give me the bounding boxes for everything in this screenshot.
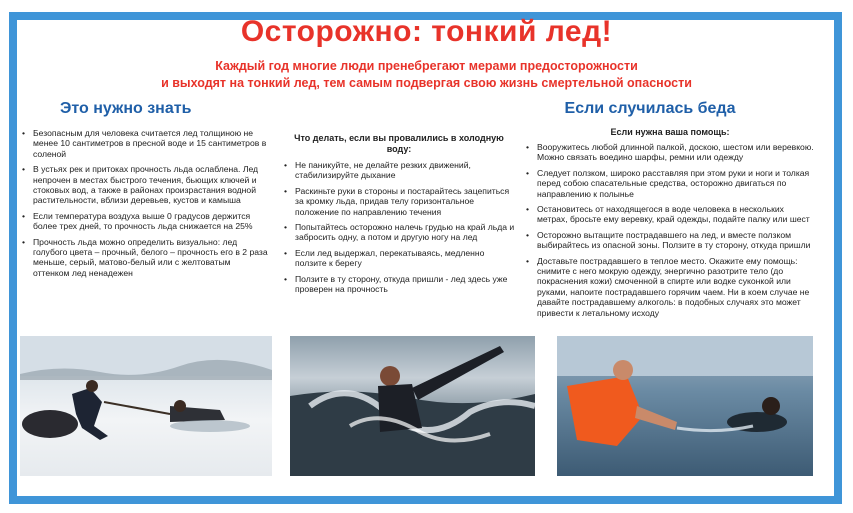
list-item: • Если температура воздуха выше 0 градусов держится более трех дней, то прочность льда снижается на 25% (20, 211, 268, 232)
list-item: • Если лед выдержал, перекатываясь, медленно ползите к берегу (282, 248, 516, 269)
column-trouble (524, 100, 816, 323)
list-item: • Ползите в ту сторону, откуда пришли - лед здесь уже проверен на прочность (282, 274, 516, 295)
list-item: • Осторожно вытащите пострадавшего на лед, и вместе ползком выбирайтесь из опасной зоны. Ползите в ту сторону, откуда пришли (524, 230, 816, 251)
list-item: • Не паникуйте, не делайте резких движений, стабилизируйте дыхание (282, 160, 516, 181)
list-item: • Доставьте пострадавшего в теплое место. Окажите ему помощь: снимите с него мокрую одежду, энергично разотрите тело (до покраснения кожи) смоченной в спирте или водке суконкой или руками, напоите пострадавшего горячим чаем. Ни в коем случае не давайте пострадавшему алкоголь: в подобных случаях это может привести к летальному исходу (524, 256, 816, 318)
subtitle-line: Каждый год многие люди пренебрегают мерами предосторожности (215, 59, 638, 73)
subtitle-line: и выходят на тонкий лед, тем самым подвергая свою жизнь смертельной опасности (161, 76, 692, 90)
list-item: • Безопасным для человека считается лед толщиною не менее 10 сантиметров в пресной воде и 15 сантиметров в соленой (20, 128, 268, 159)
column-heading: Это нужно знать (60, 100, 192, 117)
column-fell-through (282, 100, 516, 299)
list-item: • Прочность льда можно определить визуально: лед голубого цвета – прочный, белого – прочность его в 2 раза меньше, серый, матово-белый или с желтоватым оттенком лед ненадежен (20, 237, 268, 279)
subtitle (100, 58, 753, 92)
column-know (20, 100, 268, 283)
column-subheading: Что делать, если вы провалились в холодную воду: (294, 133, 504, 154)
help-list (524, 142, 816, 318)
rescue-photo (20, 336, 272, 476)
list-item: • Следует ползком, широко расставляя при этом руки и ноги и толкая перед собою спасательные средства, осторожно двигаться по направлению к полынье (524, 168, 816, 199)
list-item: • Вооружитесь любой длинной палкой, доскою, шестом или веревкою. Можно связать воедино шарфы, ремни или одежду (524, 142, 816, 163)
page-title: Осторожно: тонкий лед! (240, 15, 613, 48)
column-heading: Если случилась беда (564, 100, 736, 117)
column-subheading: Если нужна ваша помощь: (610, 127, 730, 137)
lifeguard-photo (557, 336, 813, 476)
list-item: • Остановитесь от находящегося в воде человека в нескольких метрах, бросьте ему веревку, край одежды, подайте палку или шест (524, 204, 816, 225)
list-item: • В устьях рек и притоках прочность льда ослаблена. Лед непрочен в местах быстрого течения, бьющих ключей и стоковых вод, а также в районах произрастания водной растительности, вблизи деревьев, кустов и камыша (20, 164, 268, 206)
fallen-person-photo (290, 336, 535, 476)
fact-list (20, 128, 268, 278)
advice-list (282, 160, 516, 294)
list-item: • Попытайтесь осторожно налечь грудью на край льда и забросить одну, а потом и другую ногу на лед (282, 222, 516, 243)
list-item: • Раскиньте руки в стороны и постарайтесь зацепиться за кромку льда, придав телу горизонтальное положение по направлению течения (282, 186, 516, 217)
